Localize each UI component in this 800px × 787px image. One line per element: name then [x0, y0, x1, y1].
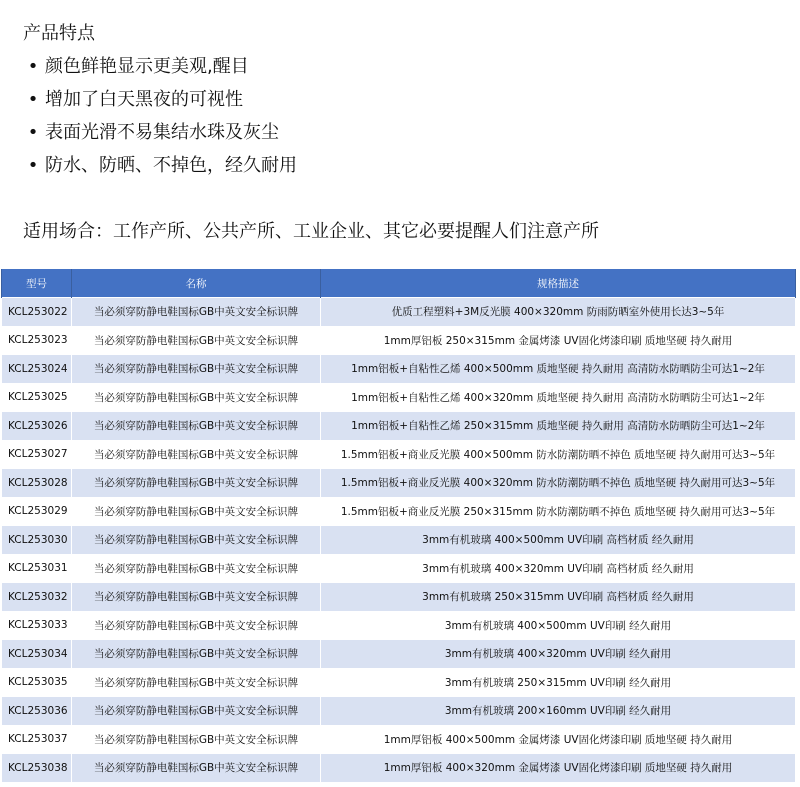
features-section	[23, 20, 297, 182]
desc-cell: 3mm有机玻璃 250×315mm UV印刷 高档材质 经久耐用	[321, 583, 796, 612]
table-row	[2, 355, 796, 384]
feature-text: 防水、防晒、不掉色，经久耐用	[45, 154, 297, 176]
model-cell: KCL253029	[2, 497, 72, 526]
spec-table	[1, 269, 796, 783]
table-row	[2, 298, 796, 327]
model-cell: KCL253022	[2, 298, 72, 327]
name-cell: 当必须穿防静电鞋国标GB中英文安全标识牌	[72, 583, 321, 612]
model-cell: KCL253023	[2, 326, 72, 355]
feature-item	[23, 83, 297, 116]
desc-cell: 1.5mm铝板+商业反光膜 400×320mm 防水防潮防晒不掉色 质地坚硬 持久耐用可达3~5年	[321, 469, 796, 498]
header-model: 型号	[2, 269, 72, 298]
feature-text: 颜色鲜艳显示更美观,醒目	[45, 55, 249, 77]
table-row	[2, 583, 796, 612]
model-cell: KCL253030	[2, 526, 72, 555]
model-cell: KCL253036	[2, 697, 72, 726]
model-cell: KCL253025	[2, 383, 72, 412]
usage-text: 适用场合：工作产所、公共产所、工业企业、其它必要提醒人们注意产所	[23, 221, 599, 242]
table-header	[2, 269, 796, 298]
bullet-icon: •	[27, 88, 39, 110]
model-cell: KCL253031	[2, 554, 72, 583]
name-cell: 当必须穿防静电鞋国标GB中英文安全标识牌	[72, 497, 321, 526]
header-desc: 规格描述	[321, 269, 796, 298]
desc-cell: 1mm厚铝板 250×315mm 金属烤漆 UV固化烤漆印刷 质地坚硬 持久耐用	[321, 326, 796, 355]
feature-text: 表面光滑不易集结水珠及灰尘	[45, 121, 279, 143]
model-cell: KCL253027	[2, 440, 72, 469]
table-row	[2, 469, 796, 498]
desc-cell: 3mm有机玻璃 400×500mm UV印刷 经久耐用	[321, 611, 796, 640]
name-cell: 当必须穿防静电鞋国标GB中英文安全标识牌	[72, 440, 321, 469]
desc-cell: 3mm有机玻璃 400×320mm UV印刷 高档材质 经久耐用	[321, 554, 796, 583]
name-cell: 当必须穿防静电鞋国标GB中英文安全标识牌	[72, 298, 321, 327]
model-cell: KCL253035	[2, 668, 72, 697]
model-cell: KCL253038	[2, 754, 72, 783]
table-row	[2, 697, 796, 726]
name-cell: 当必须穿防静电鞋国标GB中英文安全标识牌	[72, 754, 321, 783]
table-row	[2, 412, 796, 441]
name-cell: 当必须穿防静电鞋国标GB中英文安全标识牌	[72, 668, 321, 697]
features-title: 产品特点	[23, 23, 95, 44]
table-row	[2, 554, 796, 583]
desc-cell: 1mm铝板+自粘性乙烯 400×320mm 质地坚硬 持久耐用 高清防水防晒防尘可达1~2年	[321, 383, 796, 412]
desc-cell: 1mm铝板+自粘性乙烯 250×315mm 质地坚硬 持久耐用 高清防水防晒防尘可达1~2年	[321, 412, 796, 441]
name-cell: 当必须穿防静电鞋国标GB中英文安全标识牌	[72, 412, 321, 441]
name-cell: 当必须穿防静电鞋国标GB中英文安全标识牌	[72, 526, 321, 555]
name-cell: 当必须穿防静电鞋国标GB中英文安全标识牌	[72, 697, 321, 726]
desc-cell: 3mm有机玻璃 200×160mm UV印刷 经久耐用	[321, 697, 796, 726]
bullet-icon: •	[27, 55, 39, 77]
desc-cell: 3mm有机玻璃 400×500mm UV印刷 高档材质 经久耐用	[321, 526, 796, 555]
table-row	[2, 754, 796, 783]
table-row	[2, 526, 796, 555]
desc-cell: 优质工程塑料+3M反光膜 400×320mm 防雨防晒室外使用长达3~5年	[321, 298, 796, 327]
model-cell: KCL253028	[2, 469, 72, 498]
model-cell: KCL253037	[2, 725, 72, 754]
feature-text: 增加了白天黑夜的可视性	[45, 88, 243, 110]
name-cell: 当必须穿防静电鞋国标GB中英文安全标识牌	[72, 383, 321, 412]
desc-cell: 1.5mm铝板+商业反光膜 250×315mm 防水防潮防晒不掉色 质地坚硬 持久耐用可达3~5年	[321, 497, 796, 526]
name-cell: 当必须穿防静电鞋国标GB中英文安全标识牌	[72, 725, 321, 754]
name-cell: 当必须穿防静电鞋国标GB中英文安全标识牌	[72, 640, 321, 669]
name-cell: 当必须穿防静电鞋国标GB中英文安全标识牌	[72, 469, 321, 498]
table-row	[2, 326, 796, 355]
desc-cell: 1mm厚铝板 400×500mm 金属烤漆 UV固化烤漆印刷 质地坚硬 持久耐用	[321, 725, 796, 754]
name-cell: 当必须穿防静电鞋国标GB中英文安全标识牌	[72, 355, 321, 384]
table-row	[2, 611, 796, 640]
bullet-icon: •	[27, 121, 39, 143]
table-row	[2, 640, 796, 669]
header-name: 名称	[72, 269, 321, 298]
desc-cell: 1mm铝板+自粘性乙烯 400×500mm 质地坚硬 持久耐用 高清防水防晒防尘可达1~2年	[321, 355, 796, 384]
bullet-icon: •	[27, 154, 39, 176]
model-cell: KCL253033	[2, 611, 72, 640]
name-cell: 当必须穿防静电鞋国标GB中英文安全标识牌	[72, 554, 321, 583]
feature-item	[23, 149, 297, 182]
feature-item	[23, 50, 297, 83]
name-cell: 当必须穿防静电鞋国标GB中英文安全标识牌	[72, 326, 321, 355]
table-body	[2, 298, 796, 783]
table-row	[2, 383, 796, 412]
model-cell: KCL253026	[2, 412, 72, 441]
features-list	[23, 50, 297, 182]
desc-cell: 1mm厚铝板 400×320mm 金属烤漆 UV固化烤漆印刷 质地坚硬 持久耐用	[321, 754, 796, 783]
feature-item	[23, 116, 297, 149]
desc-cell: 3mm有机玻璃 400×320mm UV印刷 经久耐用	[321, 640, 796, 669]
table-row	[2, 497, 796, 526]
model-cell: KCL253024	[2, 355, 72, 384]
name-cell: 当必须穿防静电鞋国标GB中英文安全标识牌	[72, 611, 321, 640]
table-row	[2, 668, 796, 697]
desc-cell: 3mm有机玻璃 250×315mm UV印刷 经久耐用	[321, 668, 796, 697]
desc-cell: 1.5mm铝板+商业反光膜 400×500mm 防水防潮防晒不掉色 质地坚硬 持久耐用可达3~5年	[321, 440, 796, 469]
table-row	[2, 440, 796, 469]
table-row	[2, 725, 796, 754]
model-cell: KCL253032	[2, 583, 72, 612]
model-cell: KCL253034	[2, 640, 72, 669]
